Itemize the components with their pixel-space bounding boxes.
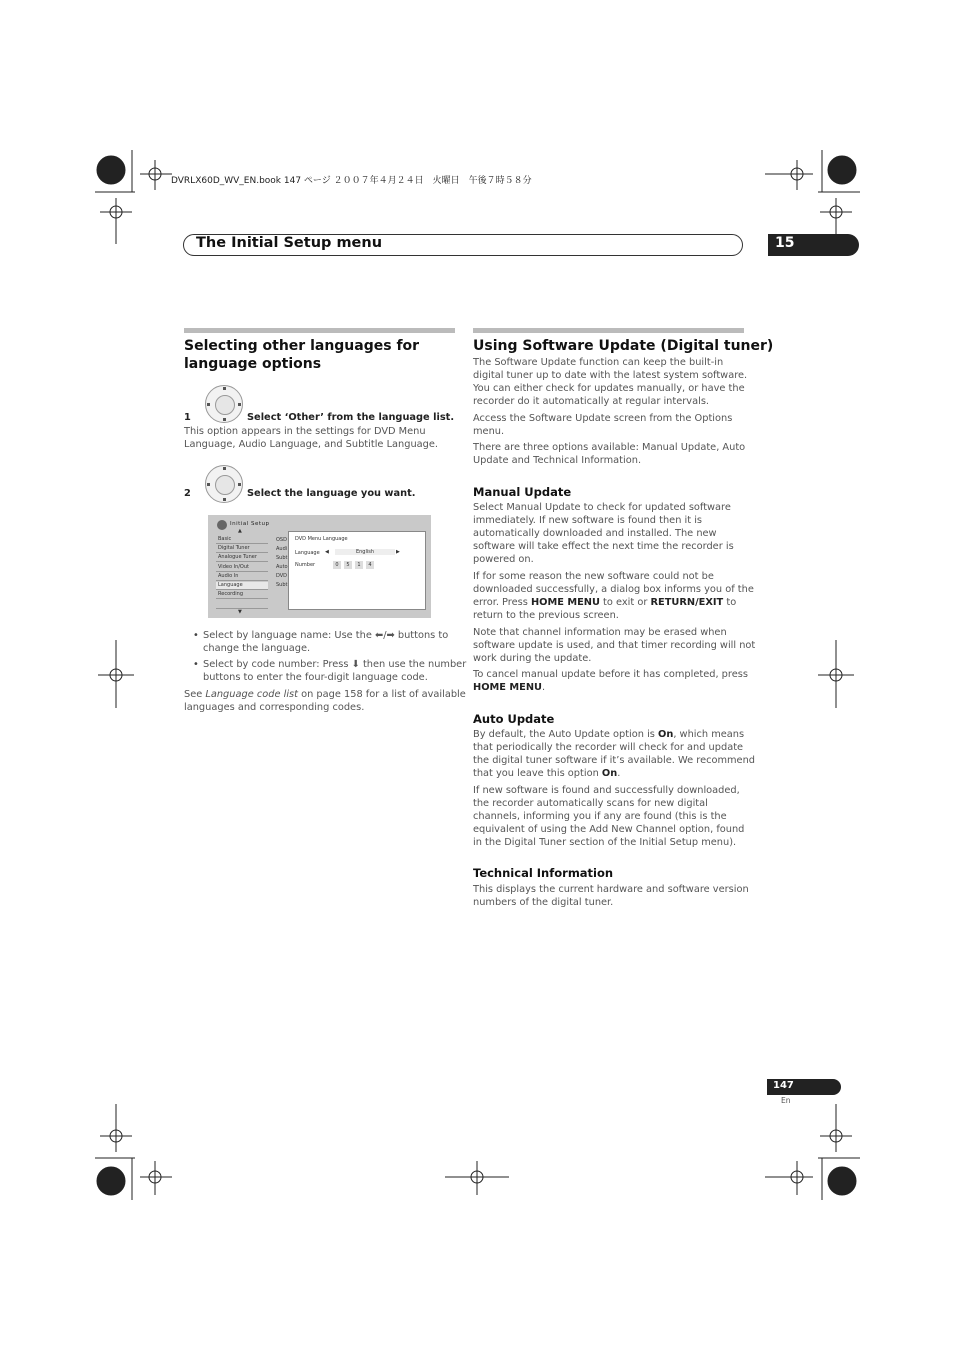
menu-item: Digital Tuner xyxy=(216,545,268,553)
heading-line-2: language options xyxy=(184,356,322,372)
technical-information-heading: Technical Information xyxy=(473,866,614,880)
options-paragraph: There are three options available: Manual Update, Auto Update and Technical Information. xyxy=(473,442,746,466)
sub-item: Subt xyxy=(276,582,288,588)
step-1-label: Select ‘Other’ from the language list. xyxy=(247,412,455,423)
bullet-language-name: • Select by language name: Use the ⬅/➡ buttons to change the language. xyxy=(203,629,448,655)
sub-item: Subt xyxy=(276,555,288,561)
section-heading-software-update: Using Software Update (Digital tuner) xyxy=(473,338,774,354)
setup-icon xyxy=(217,520,227,530)
intro-paragraph: The Software Update function can keep the built-in digital tuner up to date with the latest system software. You can either check for updates manually, or have the recorder do it automatically at regular intervals. xyxy=(473,357,748,407)
heading-line-1: Selecting other languages for xyxy=(184,338,420,354)
chapter-number: 15 xyxy=(775,235,795,251)
manual-update-heading: Manual Update xyxy=(473,485,572,499)
number-label: Number xyxy=(295,562,316,568)
digit-box: 0 xyxy=(333,561,341,569)
sub-item: Auto xyxy=(276,564,288,570)
menu-item xyxy=(216,601,268,609)
see-reference: See Language code list on page 158 for a list of available languages and corresponding codes. xyxy=(184,689,466,713)
auto-update-heading: Auto Update xyxy=(473,712,555,726)
manual-update-p3: Note that channel information may be erased when software update is used, and that timer recording will not work during the update. xyxy=(473,627,756,664)
section-heading-languages xyxy=(184,337,419,373)
menu-item-selected: Language xyxy=(216,582,268,590)
menu-item: Audio In xyxy=(216,573,268,581)
bullet-code-number: • Select by code number: Press ⬇ then use the number buttons to enter the four-digit language code. xyxy=(203,658,466,684)
joystick-icon xyxy=(205,465,243,503)
auto-update-p2: If new software is found and successfully downloaded, the recorder automatically scans for new digital channels, informing you if any are found (this is the equivalent of using the Add New Channel option, found in the Digital Tuner section of the Initial Setup menu). xyxy=(473,785,745,848)
language-label: Language xyxy=(295,550,320,556)
step-2-label: Select the language you want. xyxy=(247,488,416,499)
step-1-number: 1 xyxy=(184,412,191,423)
step-2-number: 2 xyxy=(184,488,191,499)
right-arrow-icon: ▶ xyxy=(396,549,400,555)
menu-item: Basic xyxy=(216,536,268,544)
access-paragraph: Access the Software Update screen from the Options menu. xyxy=(473,413,733,437)
language-value: English xyxy=(335,549,395,555)
language-code: En xyxy=(781,1096,791,1105)
up-arrow-icon: ▲ xyxy=(238,528,242,534)
menu-item: Recording xyxy=(216,591,268,599)
joystick-icon xyxy=(205,385,243,423)
panel-title: DVD Menu Language xyxy=(295,536,348,542)
digit-box: 1 xyxy=(355,561,363,569)
initial-setup-screenshot xyxy=(208,515,431,618)
technical-information-text: This displays the current hardware and software version numbers of the digital tuner. xyxy=(473,884,749,908)
page-number: 147 xyxy=(773,1080,794,1091)
section-rule-right xyxy=(473,328,744,333)
page-title: The Initial Setup menu xyxy=(196,235,383,251)
sub-item: Audi xyxy=(276,546,288,552)
sub-item: OSD xyxy=(276,537,287,543)
menu-item: Analogue Tuner xyxy=(216,554,268,562)
menu-item: Video In/Out xyxy=(216,564,268,572)
manual-update-p2: If for some reason the new software could not be downloaded successfully, a dialog box informs you of the error. Press HOME MENU to exit or RETURN/EXIT to return to the previous screen. xyxy=(473,571,754,621)
section-rule-left xyxy=(184,328,455,333)
manual-update-p4: To cancel manual update before it has completed, press HOME MENU. xyxy=(473,669,748,693)
left-arrow-icon: ◀ xyxy=(325,549,329,555)
digit-box: 5 xyxy=(344,561,352,569)
manual-update-p1: Select Manual Update to check for updated software immediately. If new software is found then it is automatically downloaded and installed. The new software will take effect the next time the recorder is powered on. xyxy=(473,502,734,565)
sub-item: DVD xyxy=(276,573,288,579)
screen-title: Initial Setup xyxy=(230,521,270,527)
step-1-text: This option appears in the settings for DVD Menu Language, Audio Language, and Subtitle Language. xyxy=(184,426,439,450)
auto-update-p1: By default, the Auto Update option is On, which means that periodically the recorder will check for and update the digital tuner software if it’s available. We recommend that you leave this option On. xyxy=(473,729,756,779)
down-arrow-icon: ▼ xyxy=(238,609,242,615)
digit-box: 4 xyxy=(366,561,374,569)
down-arrow-icon: ⬇ xyxy=(351,659,360,670)
book-file-line: DVRLX60D_WV_EN.book 147 ページ ２００７年４月２４日 火曜日 午後７時５８分 xyxy=(171,176,532,186)
left-right-arrows-icon: ⬅/➡ xyxy=(375,630,395,641)
language-panel xyxy=(288,531,426,610)
